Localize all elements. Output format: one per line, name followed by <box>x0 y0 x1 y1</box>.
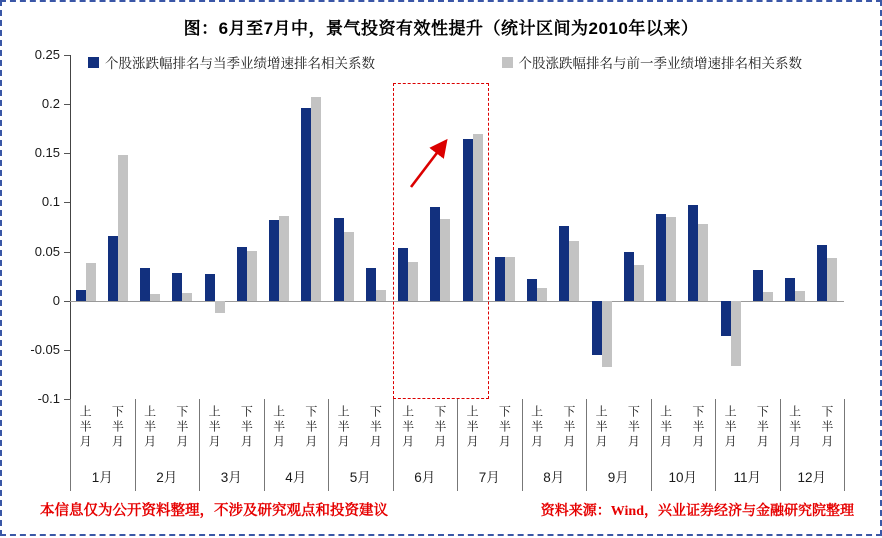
x-axis-halfmonth-label: 上半月 <box>529 405 544 450</box>
x-axis-halfmonth-label: 上半月 <box>594 405 609 450</box>
x-axis-halfmonth-label: 上半月 <box>207 405 222 450</box>
legend-label-previous-quarter: 个股涨跌幅排名与前一季业绩增速排名相关系数 <box>518 56 802 71</box>
x-axis-month-label: 1月 <box>91 470 113 485</box>
x-axis-halfmonth-label: 上半月 <box>787 405 802 450</box>
x-axis-halfmonth-label: 下半月 <box>432 405 447 450</box>
x-axis-halfmonth-label: 上半月 <box>723 405 738 450</box>
x-axis-month-label: 5月 <box>349 470 371 485</box>
y-axis-tick-label: 0.05 <box>34 243 60 259</box>
x-axis-halfmonth-label: 下半月 <box>755 405 770 450</box>
x-axis-month-label: 2月 <box>156 470 178 485</box>
x-axis-month-label: 12月 <box>797 470 827 485</box>
x-axis-month-label: 3月 <box>220 470 242 485</box>
y-axis-tick-label: 0.1 <box>41 194 60 210</box>
y-axis-tick-label: -0.1 <box>37 391 60 406</box>
y-axis-tick-label: 0.25 <box>34 47 60 62</box>
chart-title: 图：6月至7月中，景气投资有效性提升（统计区间为2010年以来） <box>183 19 699 38</box>
x-axis-halfmonth-label: 上半月 <box>142 405 157 450</box>
bar-chart <box>2 2 882 538</box>
y-axis-tick-label: 0.2 <box>41 96 60 112</box>
source-text: 资料来源：Wind，兴业证券经济与金融研究院整理 <box>540 504 854 519</box>
x-axis-halfmonth-label: 下半月 <box>626 405 641 450</box>
x-axis-halfmonth-label: 上半月 <box>271 405 286 450</box>
y-axis-tick-label: 0 <box>52 292 60 308</box>
x-axis-month-label: 9月 <box>607 470 629 485</box>
x-axis-month-label: 6月 <box>414 470 436 485</box>
x-axis-halfmonth-label: 下半月 <box>497 405 512 450</box>
disclaimer-text: 本信息仅为公开资料整理，不涉及研究观点和投资建议 <box>40 503 388 519</box>
x-axis-month-label: 8月 <box>543 470 565 485</box>
x-axis-halfmonth-label: 下半月 <box>819 405 834 450</box>
x-axis-halfmonth-label: 上半月 <box>336 405 351 450</box>
x-axis-month-label: 4月 <box>285 470 307 485</box>
x-axis-halfmonth-label: 上半月 <box>465 405 480 450</box>
x-axis-month-label: 10月 <box>668 470 698 485</box>
y-axis-tick-label: -0.05 <box>30 341 60 357</box>
x-axis-halfmonth-label: 下半月 <box>561 405 576 450</box>
x-axis-halfmonth-label: 下半月 <box>110 405 125 450</box>
legend-label-current-quarter: 个股涨跌幅排名与当季业绩增速排名相关系数 <box>105 56 375 71</box>
x-axis-halfmonth-label: 上半月 <box>400 405 415 450</box>
x-axis-halfmonth-label: 下半月 <box>174 405 189 450</box>
x-axis-halfmonth-label: 上半月 <box>78 405 93 450</box>
x-axis-halfmonth-label: 上半月 <box>658 405 673 450</box>
x-axis-month-label: 7月 <box>478 470 500 485</box>
x-axis-halfmonth-label: 下半月 <box>303 405 318 450</box>
x-axis-month-label: 11月 <box>733 470 761 485</box>
trend-up-arrow-icon <box>2 2 882 538</box>
x-axis-halfmonth-label: 下半月 <box>368 405 383 450</box>
x-axis-halfmonth-label: 下半月 <box>690 405 705 450</box>
y-axis-tick-label: 0.15 <box>34 145 60 161</box>
x-axis-halfmonth-label: 下半月 <box>239 405 254 450</box>
